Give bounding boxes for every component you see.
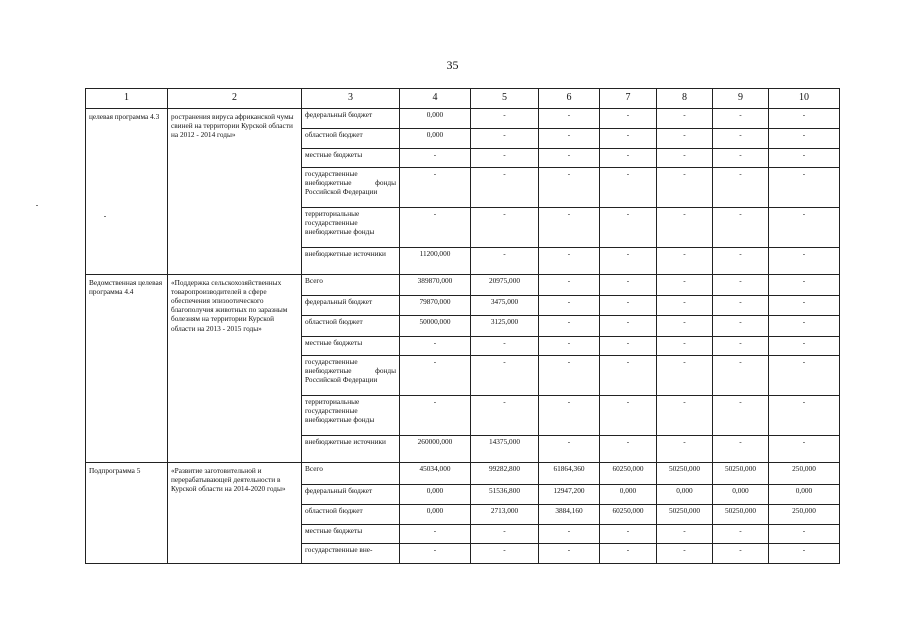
amount-cell: -: [600, 248, 657, 275]
amount-cell: -: [539, 149, 600, 168]
column-number: 9: [713, 89, 769, 109]
table-row: [86, 463, 840, 485]
funding-source-cell: внебюджетные источники: [302, 436, 400, 463]
amount-cell: -: [713, 525, 769, 544]
column-number: 2: [168, 89, 302, 109]
amount-cell: -: [713, 337, 769, 356]
funding-source-cell: Всего: [302, 275, 400, 296]
amount-cell: -: [657, 436, 713, 463]
amount-cell: 389870,000: [400, 275, 471, 296]
amount-cell: -: [657, 149, 713, 168]
amount-cell: -: [657, 525, 713, 544]
program-name-cell: ространения вируса африканской чумы свиней на территории Курской области на 2012 - 2014 годы»: [168, 109, 302, 275]
amount-cell: -: [713, 248, 769, 275]
amount-cell: -: [769, 525, 840, 544]
amount-cell: 45034,000: [400, 463, 471, 485]
amount-cell: -: [471, 109, 539, 129]
amount-cell: 3884,160: [539, 505, 600, 525]
amount-cell: -: [600, 168, 657, 208]
amount-cell: -: [539, 544, 600, 564]
amount-cell: -: [600, 337, 657, 356]
table-row: [86, 275, 840, 296]
amount-cell: -: [713, 544, 769, 564]
amount-cell: -: [657, 208, 713, 248]
amount-cell: -: [713, 275, 769, 296]
funding-source-cell: областной бюджет: [302, 129, 400, 149]
amount-cell: -: [471, 208, 539, 248]
amount-cell: -: [769, 168, 840, 208]
amount-cell: 79870,000: [400, 296, 471, 316]
funding-source-cell: местные бюджеты: [302, 337, 400, 356]
amount-cell: -: [539, 525, 600, 544]
amount-cell: -: [539, 168, 600, 208]
amount-cell: -: [400, 544, 471, 564]
amount-cell: 0,000: [600, 485, 657, 505]
amount-cell: -: [400, 168, 471, 208]
amount-cell: -: [713, 316, 769, 337]
amount-cell: -: [769, 544, 840, 564]
funding-source-cell: местные бюджеты: [302, 525, 400, 544]
amount-cell: -: [657, 168, 713, 208]
amount-cell: 2713,000: [471, 505, 539, 525]
amount-cell: -: [769, 149, 840, 168]
program-status-cell: Подпрограмма 5: [86, 463, 168, 564]
amount-cell: -: [657, 248, 713, 275]
amount-cell: -: [600, 396, 657, 436]
amount-cell: -: [471, 356, 539, 396]
amount-cell: -: [471, 396, 539, 436]
amount-cell: -: [769, 248, 840, 275]
amount-cell: -: [713, 436, 769, 463]
amount-cell: 0,000: [400, 109, 471, 129]
funding-source-cell: внебюджетные источники: [302, 248, 400, 275]
amount-cell: -: [769, 436, 840, 463]
table-body: [86, 109, 840, 564]
amount-cell: 0,000: [400, 485, 471, 505]
amount-cell: -: [713, 168, 769, 208]
amount-cell: -: [713, 129, 769, 149]
scan-speck: [104, 216, 106, 217]
amount-cell: -: [657, 109, 713, 129]
amount-cell: 12947,200: [539, 485, 600, 505]
funding-source-cell: областной бюджет: [302, 316, 400, 337]
funding-source-cell: государственные вне-: [302, 544, 400, 564]
amount-cell: -: [600, 525, 657, 544]
amount-cell: -: [539, 316, 600, 337]
amount-cell: -: [657, 544, 713, 564]
funding-source-cell: федеральный бюджет: [302, 296, 400, 316]
program-status-cell: целевая программа 4.3: [86, 109, 168, 275]
amount-cell: -: [600, 316, 657, 337]
funding-source-cell: государственные внебюджетные фонды Российской Федерации: [302, 168, 400, 208]
amount-cell: 50000,000: [400, 316, 471, 337]
amount-cell: -: [657, 396, 713, 436]
amount-cell: -: [600, 149, 657, 168]
amount-cell: -: [713, 208, 769, 248]
amount-cell: 60250,000: [600, 505, 657, 525]
amount-cell: 0,000: [400, 129, 471, 149]
amount-cell: -: [657, 316, 713, 337]
amount-cell: -: [471, 129, 539, 149]
funding-source-cell: федеральный бюджет: [302, 109, 400, 129]
amount-cell: -: [769, 296, 840, 316]
amount-cell: 50250,000: [657, 463, 713, 485]
funding-source-cell: областной бюджет: [302, 505, 400, 525]
amount-cell: -: [600, 356, 657, 396]
amount-cell: 61864,360: [539, 463, 600, 485]
amount-cell: -: [471, 525, 539, 544]
scan-speck: [36, 205, 38, 206]
amount-cell: 250,000: [769, 463, 840, 485]
column-number: 7: [600, 89, 657, 109]
amount-cell: 51536,800: [471, 485, 539, 505]
page-number: 35: [446, 58, 459, 72]
amount-cell: -: [471, 248, 539, 275]
amount-cell: -: [471, 337, 539, 356]
amount-cell: 260000,000: [400, 436, 471, 463]
amount-cell: -: [769, 275, 840, 296]
amount-cell: -: [400, 525, 471, 544]
amount-cell: -: [713, 296, 769, 316]
amount-cell: -: [769, 208, 840, 248]
amount-cell: 50250,000: [713, 463, 769, 485]
amount-cell: -: [713, 356, 769, 396]
amount-cell: -: [769, 356, 840, 396]
amount-cell: -: [600, 275, 657, 296]
funding-source-cell: местные бюджеты: [302, 149, 400, 168]
amount-cell: -: [600, 436, 657, 463]
amount-cell: -: [769, 129, 840, 149]
amount-cell: -: [539, 436, 600, 463]
amount-cell: -: [600, 544, 657, 564]
amount-cell: -: [539, 396, 600, 436]
amount-cell: 0,000: [713, 485, 769, 505]
amount-cell: -: [539, 356, 600, 396]
amount-cell: -: [600, 296, 657, 316]
amount-cell: -: [769, 396, 840, 436]
amount-cell: -: [769, 109, 840, 129]
amount-cell: -: [539, 129, 600, 149]
table-row: [86, 109, 840, 129]
amount-cell: -: [657, 275, 713, 296]
amount-cell: -: [539, 296, 600, 316]
amount-cell: -: [657, 129, 713, 149]
amount-cell: 20975,000: [471, 275, 539, 296]
funding-source-cell: государственные внебюджетные фонды Российской Федерации: [302, 356, 400, 396]
amount-cell: 250,000: [769, 505, 840, 525]
amount-cell: -: [400, 149, 471, 168]
amount-cell: -: [400, 356, 471, 396]
amount-cell: -: [769, 316, 840, 337]
amount-cell: -: [539, 248, 600, 275]
column-number: 10: [769, 89, 840, 109]
program-name-cell: «Поддержка сельскохозяйственных товаропроизводителей в сфере обеспечения эпизоотического благополучия животных по заразным болезням на территории Курской области на 2013 - 2015 годы»: [168, 275, 302, 463]
column-number: 3: [302, 89, 400, 109]
amount-cell: -: [600, 109, 657, 129]
amount-cell: 3475,000: [471, 296, 539, 316]
amount-cell: -: [769, 337, 840, 356]
column-number: 8: [657, 89, 713, 109]
amount-cell: 60250,000: [600, 463, 657, 485]
program-status-cell: Ведомственная целевая программа 4.4: [86, 275, 168, 463]
amount-cell: 0,000: [400, 505, 471, 525]
amount-cell: -: [600, 208, 657, 248]
amount-cell: -: [657, 337, 713, 356]
budget-table: [85, 88, 840, 564]
amount-cell: 0,000: [657, 485, 713, 505]
amount-cell: -: [713, 396, 769, 436]
column-number: 5: [471, 89, 539, 109]
amount-cell: -: [539, 208, 600, 248]
amount-cell: -: [657, 356, 713, 396]
funding-source-cell: федеральный бюджет: [302, 485, 400, 505]
amount-cell: 14375,000: [471, 436, 539, 463]
amount-cell: -: [400, 208, 471, 248]
funding-source-cell: Всего: [302, 463, 400, 485]
amount-cell: 0,000: [769, 485, 840, 505]
column-number-row: [86, 89, 840, 109]
amount-cell: -: [713, 109, 769, 129]
column-number: 4: [400, 89, 471, 109]
funding-source-cell: территориальные государственные внебюджетные фонды: [302, 396, 400, 436]
amount-cell: -: [657, 296, 713, 316]
amount-cell: -: [539, 109, 600, 129]
amount-cell: -: [400, 337, 471, 356]
column-number: 6: [539, 89, 600, 109]
amount-cell: 99282,800: [471, 463, 539, 485]
amount-cell: -: [713, 149, 769, 168]
amount-cell: -: [471, 544, 539, 564]
amount-cell: -: [539, 275, 600, 296]
amount-cell: -: [539, 337, 600, 356]
amount-cell: 50250,000: [713, 505, 769, 525]
funding-source-cell: территориальные государственные внебюджетные фонды: [302, 208, 400, 248]
amount-cell: 50250,000: [657, 505, 713, 525]
program-name-cell: «Развитие заготовительной и перерабатывающей деятельности в Курской области на 2014-2020 годы»: [168, 463, 302, 564]
amount-cell: -: [471, 149, 539, 168]
amount-cell: -: [400, 396, 471, 436]
amount-cell: 3125,000: [471, 316, 539, 337]
amount-cell: -: [600, 129, 657, 149]
amount-cell: 11200,000: [400, 248, 471, 275]
column-number: 1: [86, 89, 168, 109]
amount-cell: -: [471, 168, 539, 208]
